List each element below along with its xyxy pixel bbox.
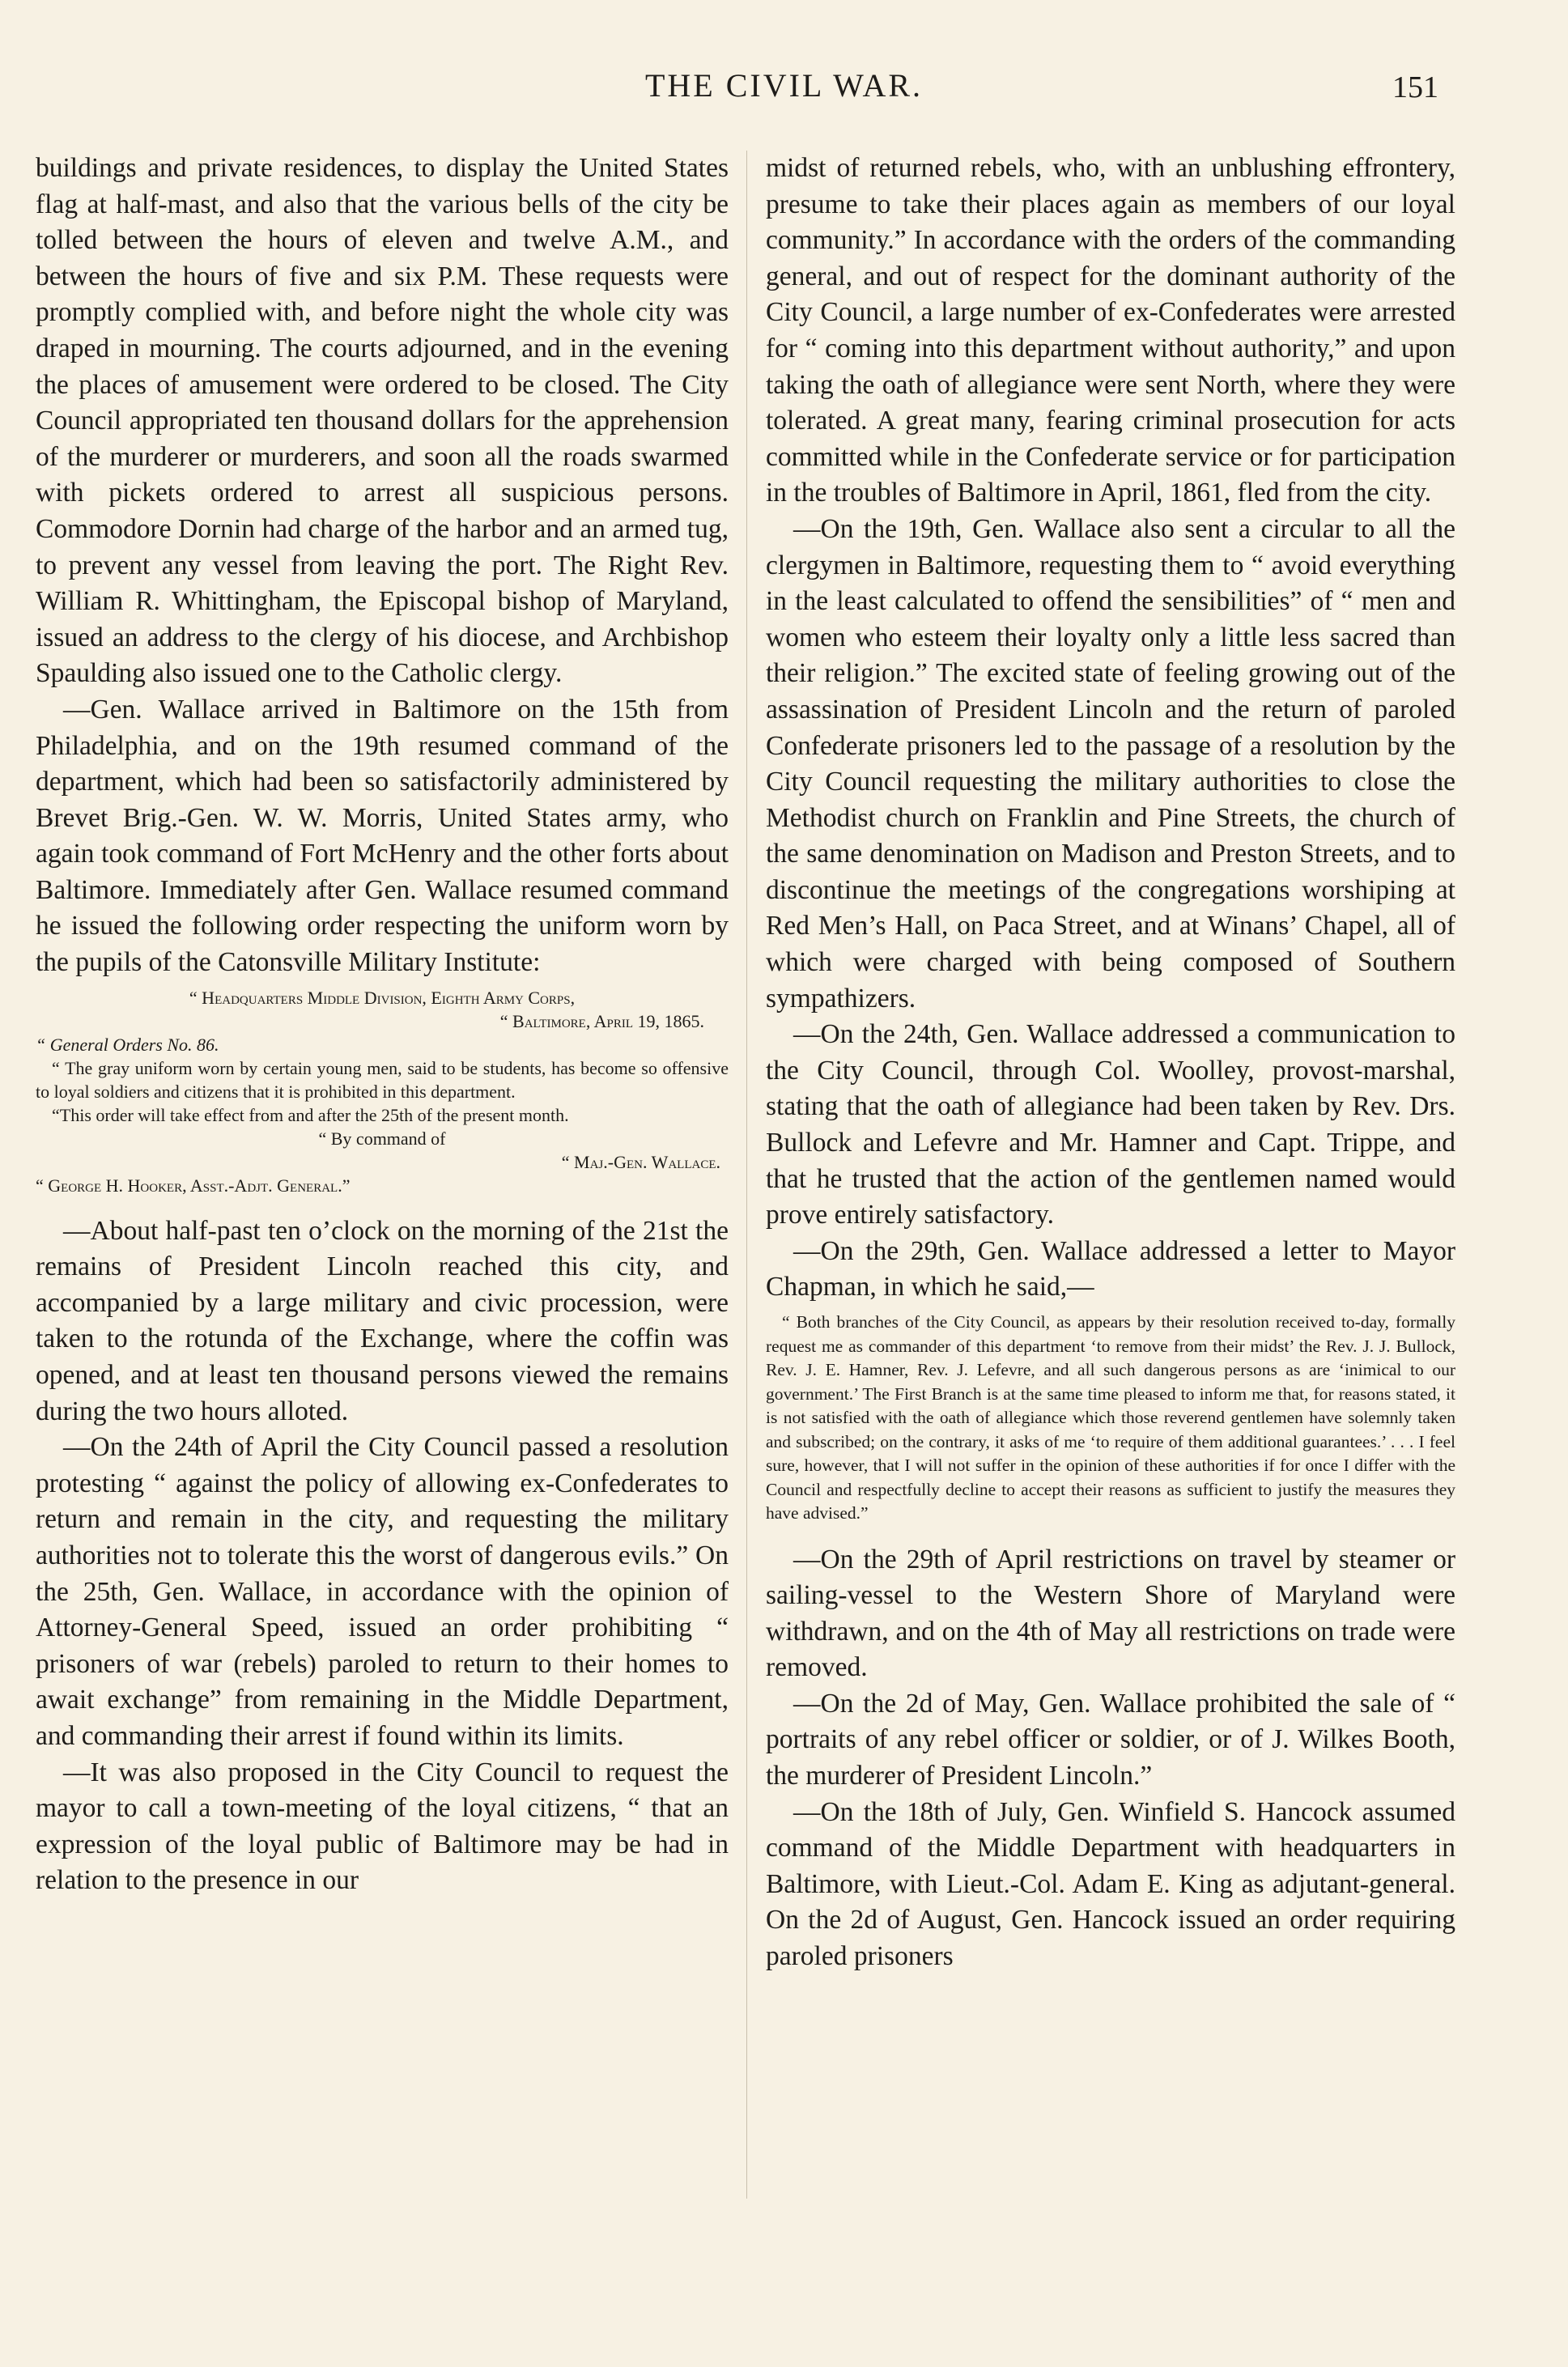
paragraph: —On the 18th of July, Gen. Winfield S. Hancock assumed command of the Middle Department with headquarters in Baltimore, with Lieut.-Col. Adam E. King as adjutant-general. On the 2d of August, Gen. Hancock issued an order requiring paroled prisoners (766, 1796, 1455, 1972)
paragraph: —On the 24th, Gen. Wallace addressed a communication to the City Council, through Col. Woolley, provost-marshal, stating that the oath of allegiance had been taken by Rev. Drs. Bullock and Lefevre and Mr. Hamner and Capt. Trippe, and that he trusted that the action of the gentlemen named would prove entirely satisfactory. (766, 1019, 1455, 1230)
paragraph: —On the 19th, Gen. Wallace also sent a circular to all the clergymen in Baltimore, requesting them to “ avoid everything in the least calculated to offend the sensibilities” of “ men and women who esteem their loyalty only a little less sacred than their religion.” The excited state of feeling growing out of the assassination of President Lincoln and the return of paroled Confederate prisoners led to the passage of a resolution by the City Council requesting the military authorities to close the Methodist church on Franklin and Pine Streets, the church of the same denomination on Madison and Preston Streets, and to discontinue the meetings of the congregations worshiping at Red Men’s Hall, on Paca Street, and at Winans’ Chapel, all of which were charged with being composed of Southern sympathizers. (766, 513, 1455, 1014)
order-number: “ General Orders No. 86. (36, 1034, 219, 1055)
right-column (766, 151, 1455, 1975)
order-dateline: “ Baltimore, April 19, 1865. (499, 1010, 704, 1031)
paragraph: —Gen. Wallace arrived in Baltimore on the 15th from Philadelphia, and on the 19th resumed command of the department, which had been so satisfactorily administered by Brevet Brig.-Gen. W. W. Morris, United States army, who again took command of Fort McHenry and the other forts about Baltimore. Immediately after Gen. Wallace resumed command he issued the following order respecting the uniform worn by the pupils of the Catonsville Military Institute: (36, 694, 729, 978)
running-head (0, 63, 1568, 112)
column-divider (746, 151, 747, 2199)
general-order-block (36, 986, 729, 1197)
paragraph: —On the 2d of May, Gen. Wallace prohibited the sale of “ portraits of any rebel officer or soldier, or of J. Wilkes Booth, the murderer of President Lincoln.” (766, 1688, 1455, 1791)
paragraph: —On the 29th, Gen. Wallace addressed a letter to Mayor Chapman, in which he said,— (766, 1235, 1455, 1302)
order-attestation: “ George H. Hooker, Asst.-Adjt. General.” (36, 1175, 351, 1196)
paragraph: —It was also proposed in the City Council to request the mayor to call a town-meeting of the loyal citizens, “ that an expression of the loyal public of Baltimore may be had in relation to the presence in our (36, 1757, 729, 1896)
running-title: THE CIVIL WAR. (644, 67, 924, 104)
left-column (36, 151, 729, 1899)
order-command-line: “ By command of (318, 1128, 446, 1149)
paragraph: —About half-past ten o’clock on the morning of the 21st the remains of President Lincoln reached this city, and accompanied by a large military and civic procession, were taken to the rotunda of the Exchange, where the coffin was opened, and at least ten thousand persons viewed the remains during the two hours alloted. (36, 1215, 729, 1426)
paragraph: buildings and private residences, to display the United States flag at half-mast, and also that the various bells of the city be tolled between the hours of eleven and twelve A.M., and between the hours of five and six P.M. These requests were promptly complied with, and before night the whole city was draped in mourning. The courts adjourned, and in the evening the places of amusement were ordered to be closed. The City Council appropriated ten thousand dollars for the apprehension of the murderer or murderers, and soon all the roads swarmed with pickets ordered to arrest all suspicious persons. Commodore Dornin had charge of the harbor and an armed tug, to prevent any vessel from leaving the port. The Right Rev. William R. Whittingham, the Episcopal bishop of Maryland, issued an address to the clergy of his diocese, and Archbishop Spaulding also issued one to the Catholic clergy. (36, 153, 729, 689)
paragraph: —On the 24th of April the City Council passed a resolution protesting “ against the policy of allowing ex-Confederates to return and remain in the city, and requesting the military authorities not to tolerate this the worst of dangerous evils.” On the 25th, Gen. Wallace, in accordance with the opinion of Attorney-General Speed, issued an order prohibiting “ prisoners of war (rebels) paroled to return to their homes to await exchange” from remaining in the Middle Department, and commanding their arrest if found within its limits. (36, 1432, 729, 1751)
page-number: 151 (1392, 70, 1438, 104)
order-body: “ The gray uniform worn by certain young men, said to be students, has become so offensive to loyal soldiers and citizens that it is prohibited in this department. (36, 1057, 729, 1102)
order-body: “This order will take effect from and after the 25th of the present month. (52, 1104, 569, 1125)
order-heading: “ Headquarters Middle Division, Eighth Army Corps, (189, 987, 576, 1008)
paragraph: midst of returned rebels, who, with an unblushing effrontery, presume to take their places again as members of our loyal community.” In accordance with the orders of the commanding general, and out of respect for the dominant authority of the City Council, a large number of ex-Confederates were arrested for “ coming into this department without authority,” and upon taking the oath of allegiance were sent North, where they were tolerated. A great many, fearing criminal prosecution for acts committed while in the Confederate service or for participation in the troubles of Baltimore in April, 1861, fled from the city. (766, 153, 1455, 508)
letter-quotation (766, 1311, 1455, 1526)
quotation-text: “ Both branches of the City Council, as appears by their resolution received to-day, formally request me as commander of this department ‘to remove from their midst’ the Rev. J. J. Bullock, Rev. J. E. Hamner, Rev. J. Lefevre, and all such dangerous persons as are ‘inimical to our government.’ The First Branch is at the same time pleased to inform me that, for reasons stated, it is not satisfied with the oath of allegiance which those reverend gentlemen have solemnly taken and subscribed; on the contrary, it asks of me ‘to require of them additional guarantees.’ . . . I feel sure, however, that I will not suffer in the opinion of these authorities if for once I differ with the Council and respectfully decline to accept their reasons as sufficient to justify the measures they have advised.” (766, 1312, 1455, 1523)
paragraph: —On the 29th of April restrictions on travel by steamer or sailing-vessel to the Western Shore of Maryland were withdrawn, and on the 4th of May all restrictions on trade were removed. (766, 1544, 1455, 1683)
order-signature: “ Maj.-Gen. Wallace. (561, 1151, 720, 1172)
